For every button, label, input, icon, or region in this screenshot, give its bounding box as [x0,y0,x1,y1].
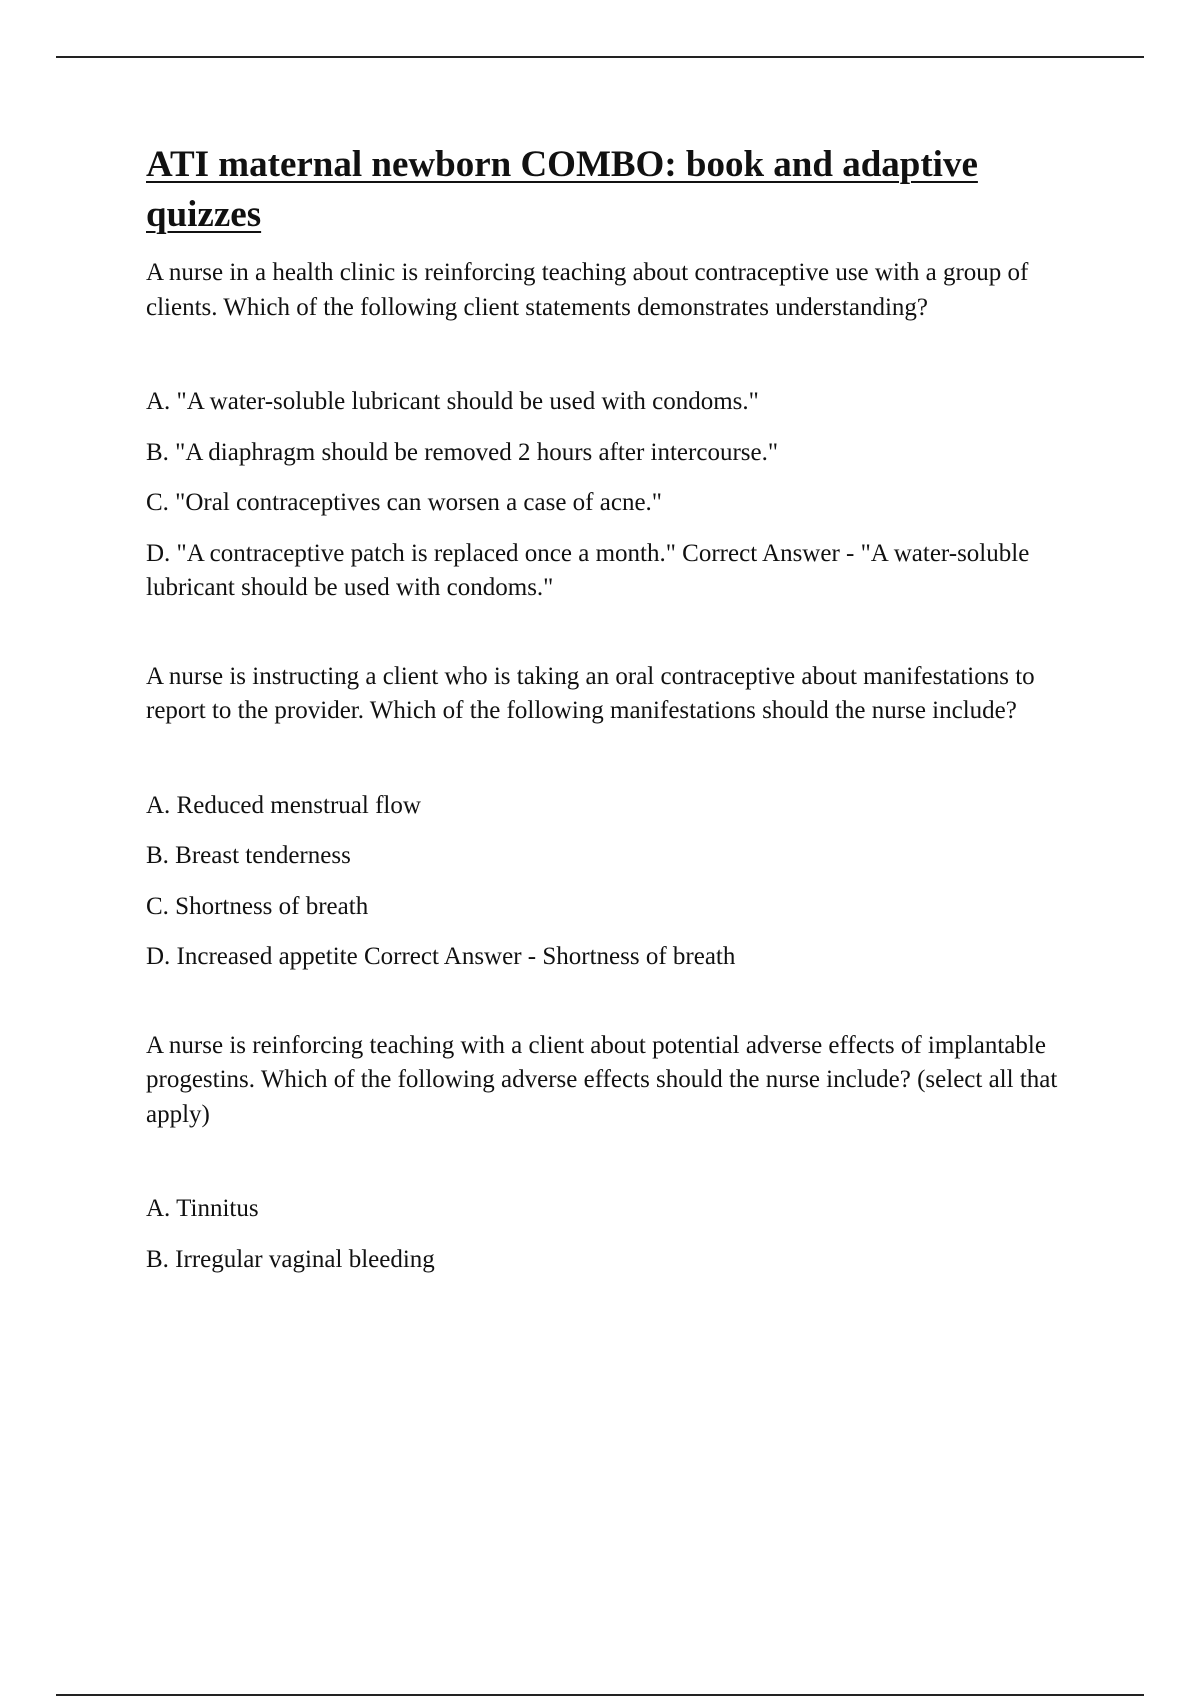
answer-option-d: D. "A contraceptive patch is replaced once a month." Correct Answer - "A water-soluble lubricant should be used with condoms." [146,539,1030,601]
bottom-rule [56,1694,1144,1696]
top-rule [56,56,1144,58]
question-block-2 [146,660,1076,975]
answer-option-a: A. Tinnitus [146,1195,259,1222]
question-stem: A nurse is reinforcing teaching with a client about potential adverse effects of implantable progestins. Which of the following adverse effects should the nurse include? (select all that apply) [146,1031,1058,1128]
answer-option-b: B. "A diaphragm should be removed 2 hours after intercourse." [146,438,779,466]
answer-options [146,385,1076,606]
answer-option-d: D. Increased appetite Correct Answer - Shortness of breath [146,943,736,970]
answer-options [146,1192,1076,1277]
question-block-1 [146,256,1076,606]
question-stem: A nurse is instructing a client who is taking an oral contraceptive about manifestations to report to the provider. Which of the following manifestations should the nurse include? [146,662,1035,724]
question-stem: A nurse in a health clinic is reinforcing teaching about contraceptive use with a group of clients. Which of the following client statements demonstrates understanding? [146,259,1029,321]
answer-option-b: B. Breast tenderness [146,842,351,869]
answer-option-c: C. "Oral contraceptives can worsen a case of acne." [146,489,663,516]
document-body [146,140,1076,1331]
answer-option-a: A. "A water-soluble lubricant should be used with condoms." [146,388,759,415]
answer-option-a: A. Reduced menstrual flow [146,791,421,819]
answer-option-c: C. Shortness of breath [146,892,369,920]
question-block-3 [146,1029,1076,1278]
answer-option-b: B. Irregular vaginal bleeding [146,1245,435,1273]
answer-options [146,789,1076,975]
document-title: ATI maternal newborn COMBO: book and adaptive quizzes [146,144,978,235]
